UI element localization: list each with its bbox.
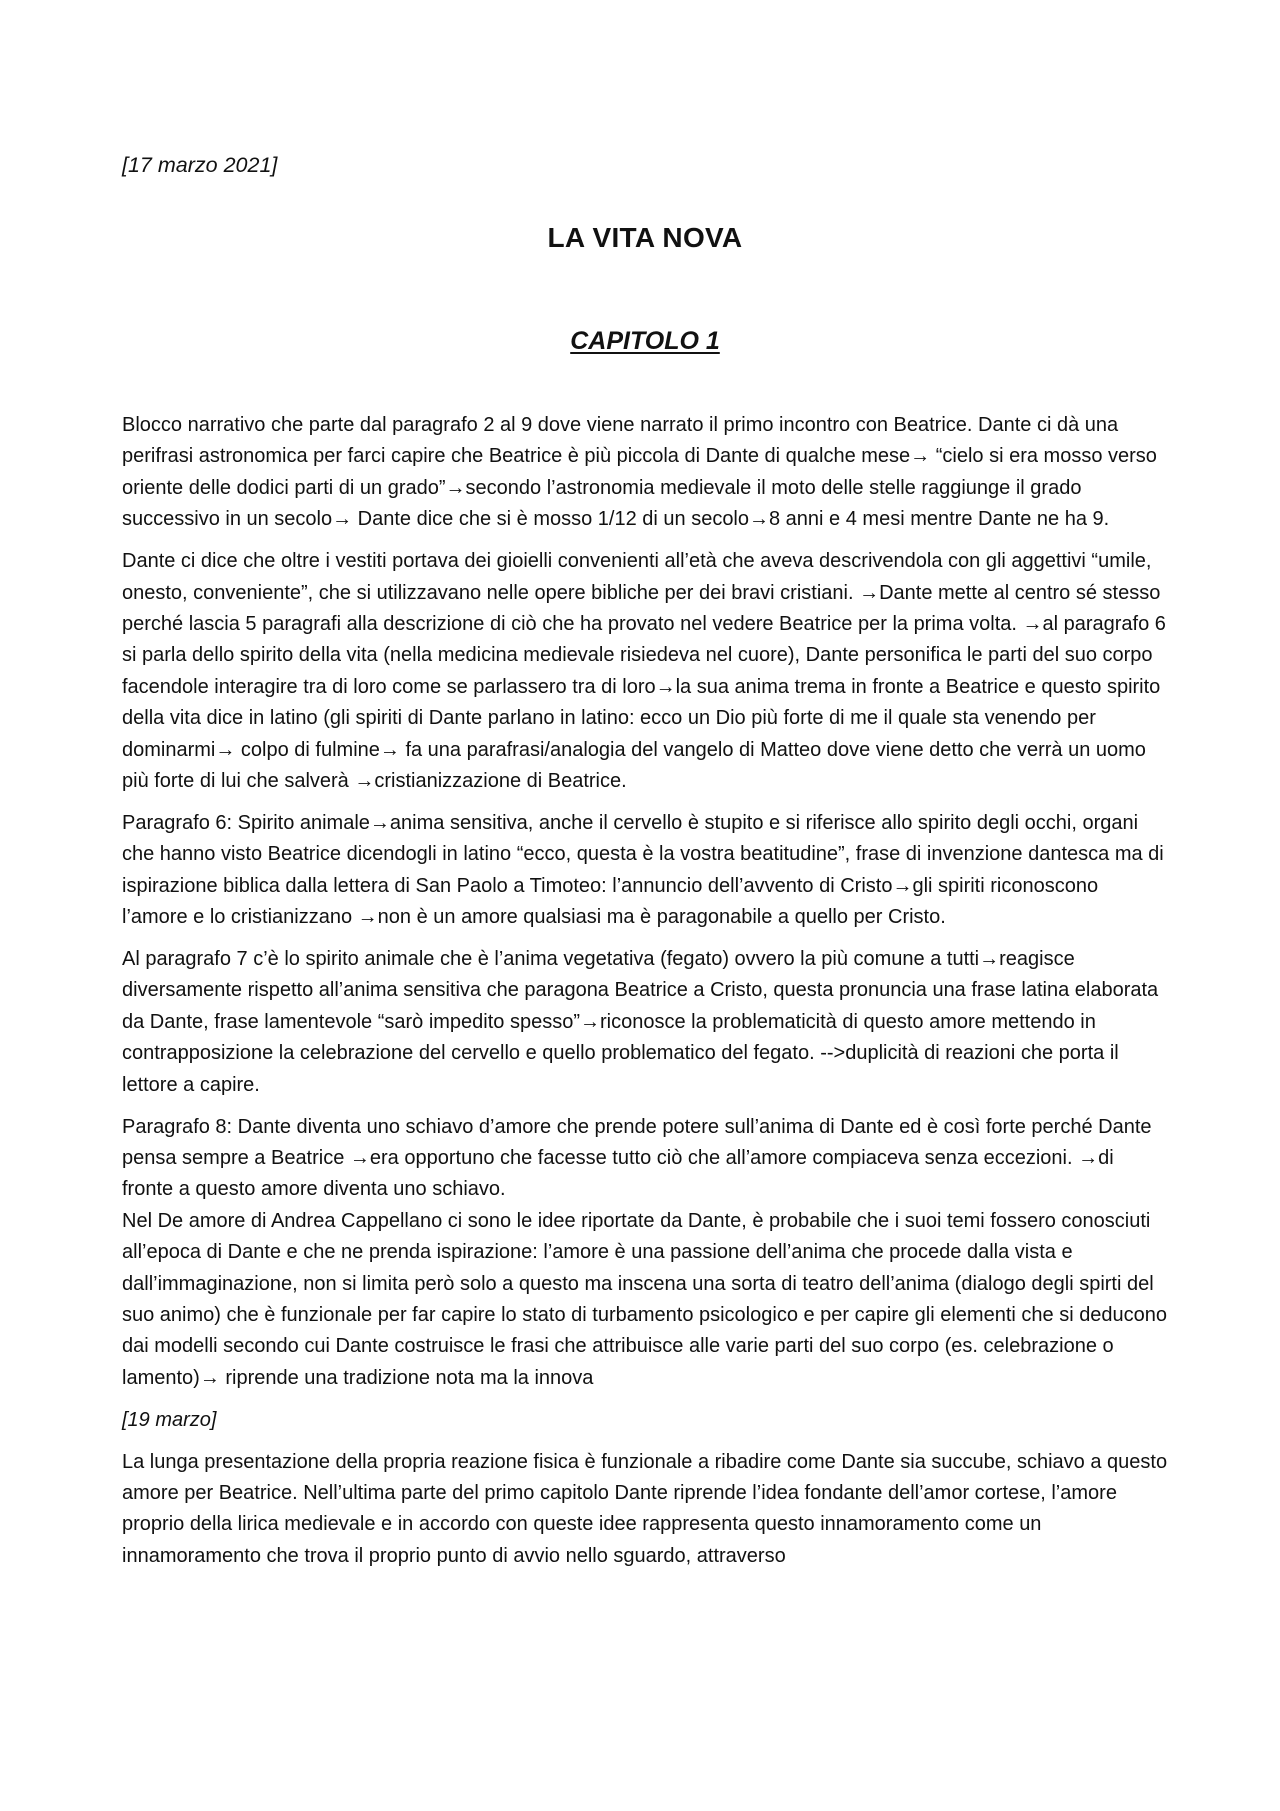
body-paragraph-4: Al paragrafo 7 c’è lo spirito animale che è l’anima vegetativa (fegato) ovvero la più comune a tutti→reagisce diversamente rispetto all’anima sensitiva che paragona Beatrice a Cristo, questa pronuncia una frase latina elaborata da Dante, frase lamentevole “sarò impedito spesso”→riconosce la problematicità di questo amore mettendo in contrapposizione la celebrazione del cervello e quello problematico del fegato. -->duplicità di reazioni che porta il lettore a capire. <box>122 948 1159 1096</box>
section-date: [19 marzo] <box>122 1408 217 1431</box>
body-paragraph-final: La lunga presentazione della propria reazione fisica è funzionale a ribadire come Dante sia succube, schiavo a questo amore per Beatrice. Nell’ultima parte del primo capitolo Dante riprende l’idea fondante dell’amor cortese, l’amore proprio della lirica medievale e in accordo con queste idee rappresenta questo innamoramento come un innamoramento che trova il proprio punto di avvio nello sguardo, attraverso <box>122 1450 1168 1567</box>
body-paragraph-6: Nel De amore di Andrea Cappellano ci sono le idee riportate da Dante, è probabile che i suoi temi fossero conosciuti all’epoca di Dante e che ne prenda ispirazione: l’amore è una passione dell’anima che procede dalla vista e dall’immaginazione, non si limita però solo a questo ma inscena una sorta di teatro dell’anima (dialogo degli spirti del suo animo) che è funzionale per far capire lo stato di turbamento psicologico e per capire gli elementi che si deducono dai modelli secondo cui Dante costruisce le frasi che attribuisce alle varie parti del suo corpo (es. celebrazione o lamento)→ riprende una tradizione nota ma la innova <box>122 1209 1168 1389</box>
document-body <box>122 410 1168 1572</box>
body-paragraph-1: Blocco narrativo che parte dal paragrafo 2 al 9 dove viene narrato il primo incontro con Beatrice. Dante ci dà una perifrasi astronomica per farci capire che Beatrice è più piccola di Dante di qualche mese→ “cielo si era mosso verso oriente delle dodici parti di un grado”→secondo l’astronomia medievale il moto delle stelle raggiunge il grado successivo in un secolo→ Dante dice che si è mosso 1/12 di un secolo→8 anni e 4 mesi mentre Dante ne ha 9. <box>122 414 1157 531</box>
document-date: [17 marzo 2021] <box>122 153 278 177</box>
chapter-heading: CAPITOLO 1 <box>570 327 720 355</box>
document-title: LA VITA NOVA <box>547 222 743 253</box>
body-paragraph-2: Dante ci dice che oltre i vestiti portava dei gioielli convenienti all’età che aveva descrivendola con gli aggettivi “umile, onesto, conveniente”, che si utilizzavano nelle opere bibliche per dei bravi cristiani. →Dante mette al centro sé stesso perché lascia 5 paragrafi alla descrizione di ciò che ha provato nel vedere Beatrice per la prima volta. →al paragrafo 6 si parla dello spirito della vita (nella medicina medievale risiedeva nel cuore), Dante personifica le parti del suo corpo facendole interagire tra di loro come se parlassero tra di loro→la sua anima trema in fronte a Beatrice e questo spirito della vita dice in latino (gli spiriti di Dante parlano in latino: ecco un Dio più forte di me il quale sta venendo per dominarmi→ colpo di fulmine→ fa una parafrasi/analogia del vangelo di Matteo dove viene detto che verrà un uomo più forte di lui che salverà →cristianizzazione di Beatrice. <box>122 550 1166 792</box>
body-paragraph-3: Paragrafo 6: Spirito animale→anima sensitiva, anche il cervello è stupito e si riferisce allo spirito degli occhi, organi che hanno visto Beatrice dicendogli in latino “ecco, questa è la vostra beatitudine”, frase di invenzione dantesca ma di ispirazione biblica dalla lettera di San Paolo a Timoteo: l’annuncio dell’avvento di Cristo→gli spiriti riconoscono l’amore e lo cristianizzano →non è un amore qualsiasi ma è paragonabile a quello per Cristo. <box>122 811 1164 929</box>
body-paragraph-5: Paragrafo 8: Dante diventa uno schiavo d’amore che prende potere sull’anima di Dante ed è così forte perché Dante pensa sempre a Beatrice →era opportuno che facesse tutto ciò che all’amore compiaceva senza eccezioni. →di fronte a questo amore diventa uno schiavo. <box>122 1115 1152 1201</box>
